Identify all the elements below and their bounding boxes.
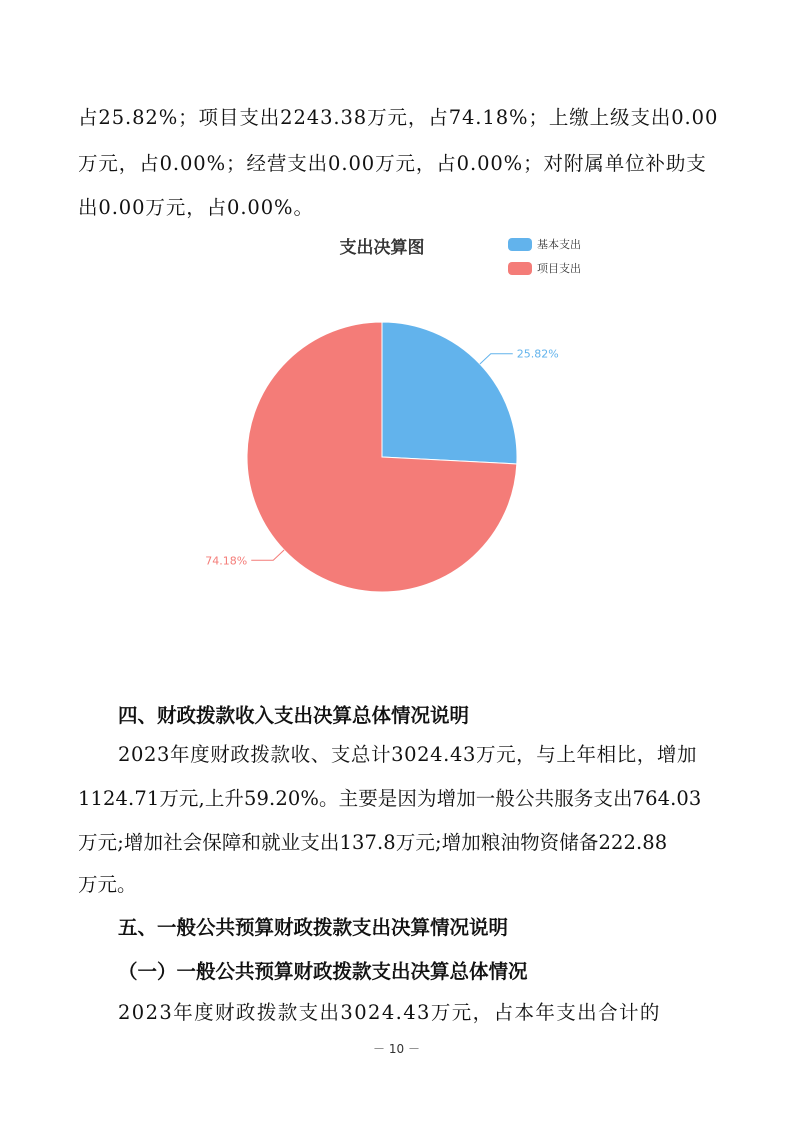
- pie-label-1: 25.82%: [516, 347, 559, 361]
- pie-slice-1: [382, 322, 517, 464]
- section-4-line-3: 万元;增加社会保障和就业支出137.8万元;增加粮油物资储备222.88: [78, 831, 668, 854]
- section-4-heading: 四、财政拨款收入支出决算总体情况说明: [118, 704, 470, 727]
- legend-swatch-1: [508, 238, 532, 251]
- pie-label-2: 74.18%: [205, 554, 248, 568]
- intro-line-1: 占25.82%；项目支出2243.38万元，占74.18%；上缴上级支出0.00: [78, 106, 719, 129]
- legend-label-1: 基本支出: [537, 238, 581, 251]
- chart-title: 支出决算图: [339, 238, 425, 258]
- section-4-line-4: 万元。: [78, 873, 137, 896]
- intro-line-2: 万元，占0.00%；经营支出0.00万元，占0.00%；对附属单位补助支: [78, 152, 707, 175]
- chart-legend: [508, 237, 581, 275]
- page-number: － 10 －: [373, 1042, 420, 1056]
- section-5-subheading: （一）一般公共预算财政拨款支出决算总体情况: [118, 960, 528, 983]
- section-4-line-2: 1124.71万元,上升59.20%。主要是因为增加一般公共服务支出764.03: [78, 787, 702, 810]
- pie-leader-line-2: [251, 550, 284, 560]
- intro-line-3: 出0.00万元，占0.00%。: [78, 196, 314, 219]
- section-4-line-1: 2023年度财政拨款收、支总计3024.43万元，与上年相比，增加: [118, 743, 698, 766]
- pie-leader-line-1: [480, 354, 513, 364]
- pie-chart: [0, 220, 793, 620]
- pie-slices: [247, 322, 517, 592]
- section-5-heading: 五、一般公共预算财政拨款支出决算情况说明: [118, 916, 509, 939]
- legend-swatch-2: [508, 262, 532, 275]
- section-5-line-1: 2023年度财政拨款支出3024.43万元，占本年支出合计的: [118, 1001, 661, 1024]
- legend-label-2: 项目支出: [537, 262, 581, 275]
